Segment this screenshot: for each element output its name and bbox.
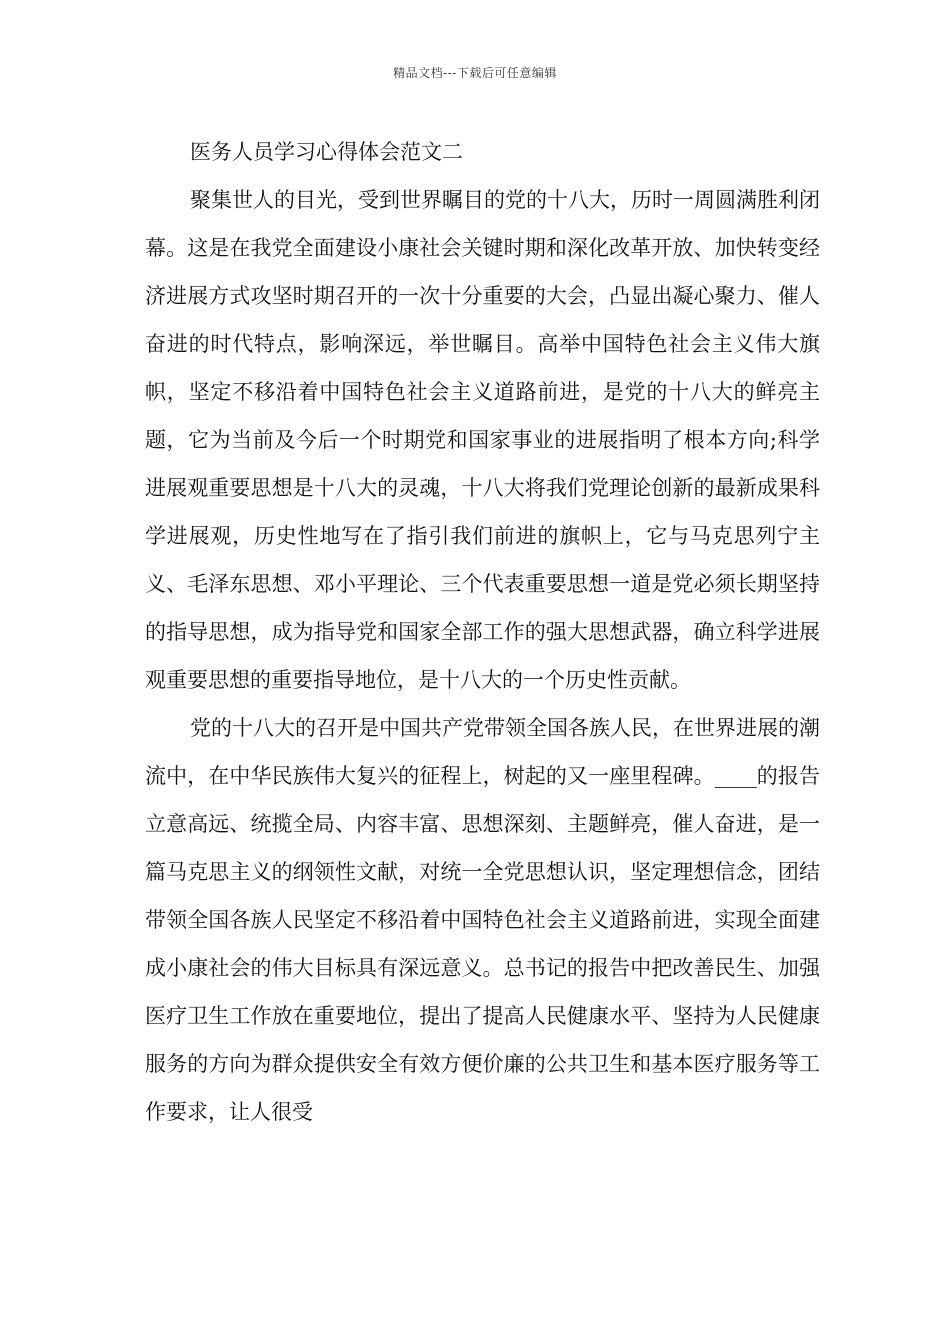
document-body: [145, 128, 820, 1136]
page-header: 精品文档---下载后可任意编辑: [393, 66, 557, 80]
document-title: 医务人员学习心得体会范文二: [190, 140, 463, 164]
paragraph-2: 党的十八大的召开是中国共产党带领全国各族人民，在世界进展的潮流中，在中华民族伟大复兴的征程上，树起的又一座里程碑。____的报告立意高远、统揽全局、内容丰富、思想深刻、主题鲜亮，催人奋进，是一篇马克思主义的纲领性文献，对统一全党思想认识，坚定理想信念，团结带领全国各族人民坚定不移沿着中国特色社会主义道路前进，实现全面建成小康社会的伟大目标具有深远意义。总书记的报告中把改善民生、加强医疗卫生工作放在重要地位，提出了提高人民健康水平、坚持为人民健康服务的方向为群众提供安全有效方便价廉的公共卫生和基本医疗服务等工作要求，让人很受: [145, 716, 820, 1124]
paragraph-1: 聚集世人的目光，受到世界瞩目的党的十八大，历时一周圆满胜利闭幕。这是在我党全面建设小康社会关键时期和深化改革开放、加快转变经济进展方式攻坚时期召开的一次十分重要的大会，凸显出凝心聚力、催人奋进的时代特点，影响深远，举世瞩目。高举中国特色社会主义伟大旗帜，坚定不移沿着中国特色社会主义道路前进，是党的十八大的鲜亮主题，它为当前及今后一个时期党和国家事业的进展指明了根本方向;科学进展观重要思想是十八大的灵魂，十八大将我们党理论创新的最新成果科学进展观，历史性地写在了指引我们前进的旗帜上，它与马克思列宁主义、毛泽东思想、邓小平理论、三个代表重要思想一道是党必须长期坚持的指导思想，成为指导党和国家全部工作的强大思想武器，确立科学进展观重要思想的重要指导地位，是十八大的一个历史性贡献。: [145, 188, 820, 692]
